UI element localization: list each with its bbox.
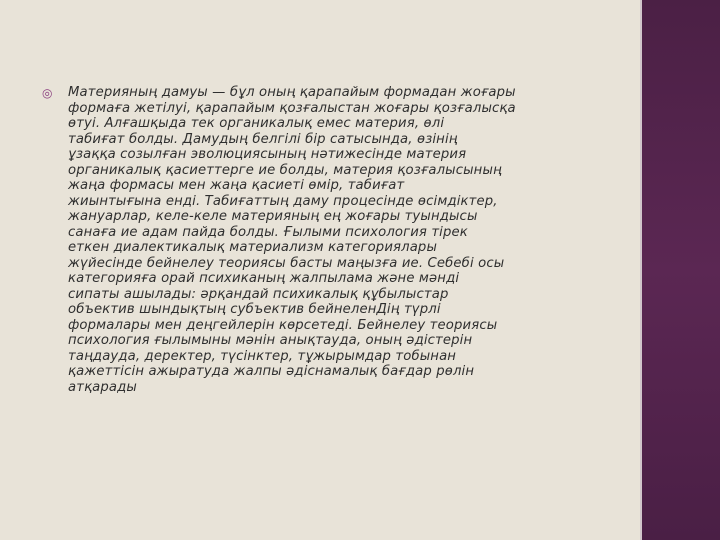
right-accent-band	[642, 0, 720, 540]
target-bullet-icon: ◎	[42, 86, 53, 100]
slide-content	[42, 85, 612, 395]
body-text: Материяның дамуы — бұл оның қарапайым формадан жоғары формаға жетілуі, қарапайым қозғалыстан жоғары қозғалысқа өтуі. Алғашқыда тек органикалық емес материя, өлі табиғат болды. Дамудың белгілі бір сатысында, өзінің ұзаққа созылған эволюциясының нәтижесінде материя органикалық қасиеттерге ие болды, материя қозғалысының жаңа формасы мен жаңа қасиеті өмір, табиғат жиынтығына енді. Табиғаттың даму процесінде өсімдіктер, жануарлар, келе-келе материяның ең жоғары туындысы санаға ие адам пайда болды. Ғылыми психология тірек еткен диалектикалық материализм категориялары жүйесінде бейнелеу теориясы басты маңызға ие. Себебі осы категорияға орай психиканың жалпылама және мәнді сипаты ашылады: әрқандай психикалық құбылыстар объектив шындықтың субъектив бейнеленДің түрлі формалары мен деңгейлерін көрсетеді. Бейнелеу теориясы психология ғылымыны мәнін анықтауда, оның әдістерін таңдауда, деректер, түсінктер, тұжырымдар тобынан қажеттісін ажыратуда жалпы әдіснамалық бағдар рөлін атқарады	[68, 85, 516, 395]
vertical-divider-line	[640, 0, 642, 540]
bullet-paragraph	[42, 85, 612, 395]
